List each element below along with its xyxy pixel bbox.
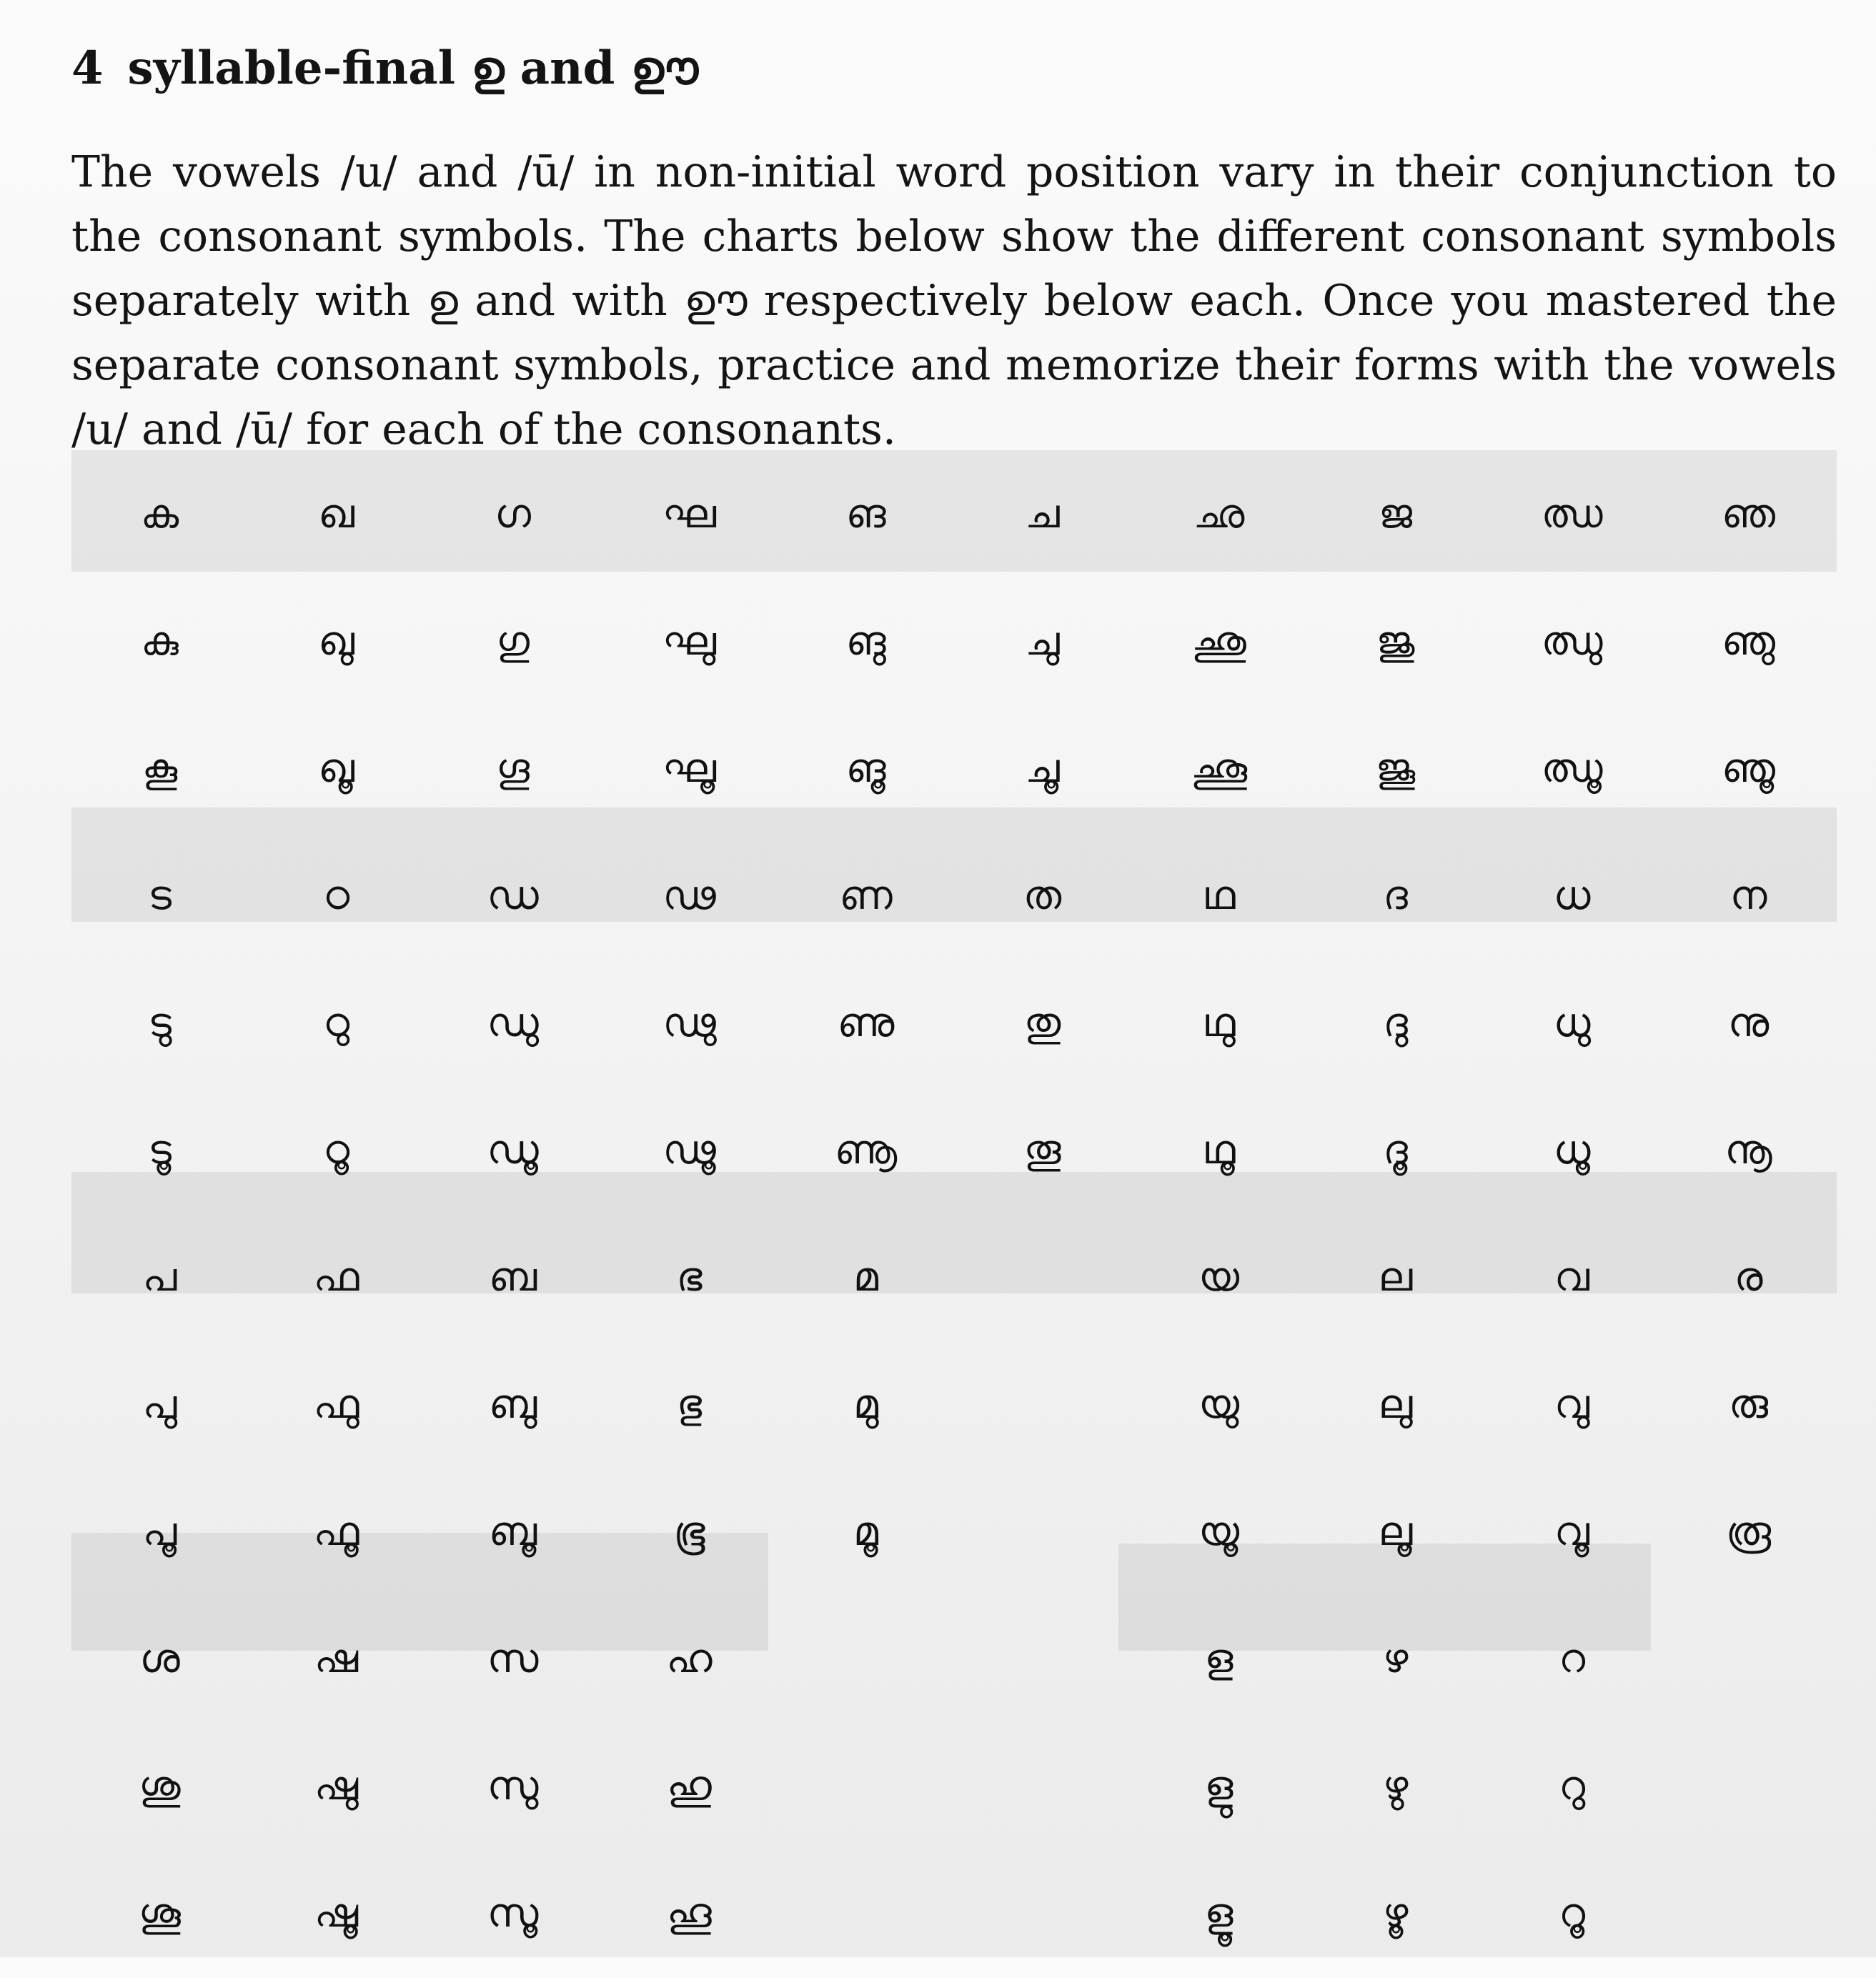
chart-cell: ഴൂ — [1382, 1890, 1409, 1937]
chart-cell: ഞൂ — [1721, 745, 1776, 792]
chart-cell: ളു — [1204, 1763, 1234, 1809]
chart-cell: ഡൂ — [487, 1127, 539, 1173]
chart-cell: ധൂ — [1553, 1127, 1591, 1173]
chart-cell: ഗു — [496, 618, 530, 665]
chart-cell: ബൂ — [488, 1509, 537, 1555]
chart-cell: ഡു — [487, 1000, 539, 1046]
chart-cell: ഹൂ — [667, 1890, 712, 1937]
chart-cell: ഖൂ — [318, 745, 354, 792]
chart-cell: മൂ — [853, 1509, 879, 1555]
chart-cell: ജൂ — [1375, 745, 1416, 792]
chart-row — [71, 1468, 1837, 1596]
chart-row — [71, 450, 1837, 579]
chart-cell: ജു — [1376, 618, 1415, 665]
chart-cell: സു — [487, 1763, 539, 1809]
chart-cell: കു — [141, 618, 179, 665]
chart-cell: യു — [1198, 1381, 1240, 1428]
chart-cell: ര — [1734, 1254, 1763, 1301]
chart-cell: ഞു — [1721, 618, 1776, 665]
chart-row — [71, 577, 1837, 706]
chart-row — [71, 959, 1837, 1088]
chart-cell: ലൂ — [1378, 1509, 1413, 1555]
chart-cell: ഥു — [1202, 1000, 1236, 1046]
chart-cell: ഭ — [676, 1254, 703, 1301]
chart-cell: വൂ — [1554, 1509, 1590, 1555]
chart-cell: ഷു — [314, 1763, 359, 1809]
chart-cell: യ — [1198, 1254, 1240, 1301]
chart-cell: ശൂ — [138, 1890, 182, 1937]
chart-cell — [778, 1849, 954, 1978]
chart-cell: ഛൂ — [1190, 745, 1248, 792]
chart-cell: ഷൂ — [314, 1890, 359, 1937]
chart-cell: രു — [1728, 1381, 1769, 1428]
chart-cell: ഢ — [662, 873, 716, 919]
chart-cell: ഠ — [322, 873, 350, 919]
chart-cell: ങ — [845, 491, 886, 537]
chart-cell: ട — [148, 873, 172, 919]
chart-cell: ന — [1729, 873, 1767, 919]
chart-cell: ടു — [148, 1000, 172, 1046]
chart-cell: ടൂ — [148, 1127, 172, 1173]
chart-cell: ഘൂ — [662, 745, 717, 792]
chart-cell: ങു — [845, 618, 886, 665]
chart-cell: ഫൂ — [313, 1509, 359, 1555]
chart-row — [71, 1213, 1837, 1342]
chart-cell: ഘു — [662, 618, 717, 665]
chart-cell: ഠു — [322, 1000, 350, 1046]
chart-cell: ഥ — [1202, 873, 1236, 919]
chart-cell — [1660, 1595, 1837, 1724]
chart-cell: ഖ — [318, 491, 354, 537]
chart-cell: ലു — [1378, 1381, 1413, 1428]
chart-cell: റ — [1558, 1636, 1586, 1682]
intro-text: The vowels /u/ and /ū/ in non-initial word position vary in their conjunction to the consonant symbols. The charts below show the different consonant symbols separately with ഉ and with ഊ respectively below each. Once you mastered the separate consonant symbols, practice and memorize their forms with the vowels /u/ and /ū/ for each of the consonants. — [71, 147, 1837, 454]
chart-cell: ഢൂ — [662, 1127, 716, 1173]
chart-cell: ഷ — [314, 1636, 359, 1682]
chart-cell — [1660, 1849, 1837, 1978]
chart-cell: പൂ — [142, 1509, 177, 1555]
chart-cell: റൂ — [1558, 1890, 1586, 1937]
chart-cell — [954, 1722, 1131, 1851]
chart-cell: ചൂ — [1025, 745, 1060, 792]
section-heading — [71, 41, 698, 95]
chart-cell: ഥൂ — [1202, 1127, 1236, 1173]
chart-cell: ഫ — [313, 1254, 359, 1301]
chart-row — [71, 832, 1837, 960]
chart-cell: യൂ — [1198, 1509, 1240, 1555]
chart-cell: പ — [142, 1254, 177, 1301]
chart-cell: ധ — [1553, 873, 1591, 919]
chart-cell: ശു — [139, 1763, 181, 1809]
chart-cell — [954, 1595, 1131, 1724]
chart-cell: ഗ — [495, 491, 531, 537]
section-title: syllable-final ഉ and ഊ — [127, 41, 698, 95]
chart-cell: മ — [853, 1254, 879, 1301]
chart-cell: ജ — [1378, 491, 1413, 537]
chart-cell: ഭൂ — [673, 1509, 705, 1555]
chart-cell: ഗൂ — [496, 745, 530, 792]
chart-cell: ക — [140, 491, 179, 537]
chart-cell: ഛ — [1193, 491, 1245, 537]
chart-cell: ചു — [1025, 618, 1060, 665]
chart-cell — [778, 1722, 954, 1851]
chart-cell: ഡ — [487, 873, 539, 919]
chart-cell: ദു — [1383, 1000, 1408, 1046]
chart-cell: വ — [1554, 1254, 1590, 1301]
chart-cell: ഹ — [666, 1636, 713, 1682]
chart-cell: ളൂ — [1204, 1890, 1234, 1937]
chart-row — [71, 1595, 1837, 1724]
chart-cell: കൂ — [142, 745, 178, 792]
chart-cell — [954, 1341, 1131, 1469]
chart-cell — [954, 1468, 1131, 1596]
chart-cell: പു — [142, 1381, 177, 1428]
chart-cell: ഢു — [662, 1000, 716, 1046]
chart-cell — [1660, 1722, 1837, 1851]
chart-cell: ണ — [839, 873, 893, 919]
chart-cell: ശ — [139, 1636, 180, 1682]
chart-cell: ബു — [488, 1381, 537, 1428]
chart-cell: ച — [1025, 491, 1060, 537]
chart-row — [71, 1849, 1837, 1978]
chart-cell: രൂ — [1725, 1509, 1772, 1555]
chart-cell: ഴു — [1382, 1763, 1409, 1809]
chart-cell: ദൂ — [1383, 1127, 1408, 1173]
chart-cell — [954, 1213, 1131, 1342]
chart-cell: ണൂ — [834, 1127, 898, 1173]
chart-cell: വു — [1554, 1381, 1590, 1428]
chart-cell: ഝ — [1541, 491, 1603, 537]
chart-cell: ദ — [1383, 873, 1408, 919]
section-number: 4 — [71, 41, 104, 95]
intro-paragraph — [71, 140, 1837, 462]
chart-cell: തു — [1023, 1000, 1061, 1046]
chart-cell: തൂ — [1023, 1127, 1061, 1173]
chart-cell: നൂ — [1724, 1127, 1772, 1173]
chart-cell: ത — [1023, 873, 1062, 919]
chart-cell: ങൂ — [845, 745, 886, 792]
chart-cell: സ — [487, 1636, 539, 1682]
chart-row — [71, 1341, 1837, 1469]
chart-cell: ധു — [1553, 1000, 1591, 1046]
chart-cell: ഖു — [318, 618, 354, 665]
chart-cell: ഫു — [313, 1381, 359, 1428]
chart-cell — [778, 1595, 954, 1724]
chart-cell: ഴ — [1382, 1636, 1409, 1682]
chart-cell: ഝൂ — [1541, 745, 1603, 792]
chart-cell: ള — [1204, 1636, 1234, 1682]
chart-cell: ഛു — [1191, 618, 1246, 665]
chart-cell — [954, 1849, 1131, 1978]
chart-cell: നു — [1727, 1000, 1770, 1046]
chart-cell: മു — [853, 1381, 879, 1428]
chart-cell: ഞ — [1721, 491, 1776, 537]
chart-cell: റു — [1558, 1763, 1586, 1809]
chart-cell: ഹു — [667, 1763, 712, 1809]
chart-cell: ണു — [837, 1000, 895, 1046]
chart-row — [71, 705, 1837, 833]
chart-cell: ഭു — [676, 1381, 703, 1428]
chart-cell: ബ — [488, 1254, 537, 1301]
chart-row — [71, 1722, 1837, 1851]
chart-cell: ഘ — [662, 491, 717, 537]
chart-row — [71, 1086, 1837, 1215]
chart-cell: ഠൂ — [322, 1127, 350, 1173]
chart-cell: ഝു — [1541, 618, 1603, 665]
chart-cell: സൂ — [487, 1890, 539, 1937]
chart-cell: ല — [1378, 1254, 1413, 1301]
